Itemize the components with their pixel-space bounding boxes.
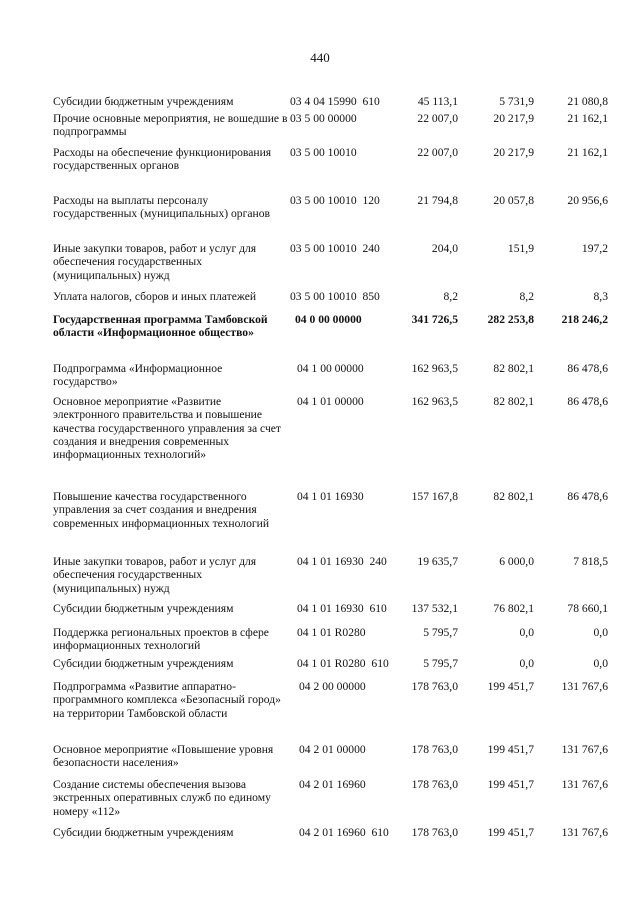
row-value-3: 21 162,1: [567, 146, 608, 159]
row-value-3: 218 246,2: [561, 313, 608, 326]
row-name: Прочие основные мероприятия, не вошедшие в подпрограммы: [53, 112, 288, 139]
row-code: 04 1 01 R0280 610: [297, 657, 389, 670]
row-code: 03 5 00 10010 120: [290, 194, 380, 207]
row-name: Повышение качества государственного управления за счет создания и внедрения современных информационных технологий: [53, 490, 270, 530]
row-name: Основное мероприятие «Развитие электронного правительства и повышение качества государственного управления за счет создания и внедрения современных информационных технологий»: [53, 395, 281, 462]
row-code: 03 5 00 10010: [290, 146, 357, 159]
row-name: Иные закупки товаров, работ и услуг для обеспечения государственных (муниципальных) нужд: [53, 242, 257, 282]
row-value-1: 178 763,0: [411, 826, 458, 839]
row-value-3: 86 478,6: [567, 362, 608, 375]
row-value-1: 178 763,0: [411, 743, 458, 756]
row-value-1: 204,0: [431, 242, 458, 255]
row-value-1: 8,2: [443, 290, 458, 303]
row-name: Государственная программа Тамбовской области «Информационное общество»: [53, 313, 268, 340]
row-value-1: 178 763,0: [411, 680, 458, 693]
row-value-3: 21 162,1: [567, 112, 608, 125]
row-value-2: 82 802,1: [493, 395, 534, 408]
row-code: 04 1 00 00000: [297, 362, 364, 375]
row-value-1: 162 963,5: [411, 395, 458, 408]
page-number: 440: [310, 50, 330, 65]
row-code: 04 2 01 16960 610: [299, 826, 389, 839]
row-value-1: 178 763,0: [411, 778, 458, 791]
row-name: Уплата налогов, сборов и иных платежей: [53, 290, 257, 303]
row-code: 03 5 00 10010 240: [290, 242, 380, 255]
row-code: 04 2 00 00000: [299, 680, 366, 693]
row-code: 04 1 01 16930: [297, 490, 364, 503]
row-value-1: 21 794,8: [417, 194, 458, 207]
row-value-3: 131 767,6: [561, 778, 608, 791]
row-value-1: 22 007,0: [417, 146, 458, 159]
row-value-1: 5 795,7: [423, 626, 458, 639]
row-value-3: 21 080,8: [567, 95, 608, 108]
row-value-1: 5 795,7: [423, 657, 458, 670]
row-value-3: 0,0: [593, 657, 608, 670]
row-value-3: 131 767,6: [561, 680, 608, 693]
row-name: Субсидии бюджетным учреждениям: [53, 657, 234, 670]
row-name: Субсидии бюджетным учреждениям: [53, 826, 234, 839]
row-value-2: 0,0: [519, 657, 534, 670]
row-value-2: 0,0: [519, 626, 534, 639]
row-value-3: 86 478,6: [567, 490, 608, 503]
row-value-1: 45 113,1: [417, 95, 458, 108]
row-value-2: 199 451,7: [487, 743, 534, 756]
row-value-3: 197,2: [581, 242, 608, 255]
row-value-3: 131 767,6: [561, 826, 608, 839]
row-code: 04 1 01 16930 240: [297, 555, 387, 568]
row-value-2: 199 451,7: [487, 778, 534, 791]
row-value-1: 19 635,7: [417, 555, 458, 568]
row-code: 04 1 01 16930 610: [297, 602, 387, 615]
row-name: Подпрограмма «Развитие аппаратно-программного комплекса «Безопасный город» на территории Тамбовской области: [53, 680, 281, 720]
row-name: Создание системы обеспечения вызова экстренных оперативных служб по единому номеру «112»: [53, 778, 271, 818]
row-value-2: 6 000,0: [499, 555, 534, 568]
row-value-1: 157 167,8: [411, 490, 458, 503]
row-value-2: 282 253,8: [487, 313, 534, 326]
row-value-1: 22 007,0: [417, 112, 458, 125]
row-value-2: 5 731,9: [499, 95, 534, 108]
row-value-3: 8,3: [593, 290, 608, 303]
row-value-3: 86 478,6: [567, 395, 608, 408]
row-code: 03 5 00 00000: [290, 112, 357, 125]
row-name: Подпрограмма «Информационное государство»: [53, 362, 223, 389]
row-name: Субсидии бюджетным учреждениям: [53, 602, 234, 615]
row-value-2: 199 451,7: [487, 680, 534, 693]
row-code: 04 2 01 00000: [299, 743, 366, 756]
row-value-2: 20 057,8: [493, 194, 534, 207]
row-code: 03 4 04 15990 610: [290, 95, 380, 108]
row-value-2: 8,2: [519, 290, 534, 303]
row-value-3: 20 956,6: [567, 194, 608, 207]
row-code: 04 2 01 16960: [299, 778, 366, 791]
row-value-1: 137 532,1: [411, 602, 458, 615]
row-code: 04 1 01 R0280: [297, 626, 366, 639]
row-name: Поддержка региональных проектов в сфере информационных технологий: [53, 626, 269, 653]
row-name: Основное мероприятие «Повышение уровня безопасности населения»: [53, 743, 274, 770]
row-value-1: 162 963,5: [411, 362, 458, 375]
row-value-3: 0,0: [593, 626, 608, 639]
row-code: 03 5 00 10010 850: [290, 290, 380, 303]
row-value-2: 82 802,1: [493, 362, 534, 375]
row-value-2: 76 802,1: [493, 602, 534, 615]
row-value-2: 20 217,9: [493, 112, 534, 125]
row-value-3: 131 767,6: [561, 743, 608, 756]
row-name: Расходы на выплаты персоналу государственных (муниципальных) органов: [53, 194, 270, 221]
row-value-2: 151,9: [507, 242, 534, 255]
row-name: Иные закупки товаров, работ и услуг для обеспечения государственных (муниципальных) нужд: [53, 555, 257, 595]
row-code: 04 1 01 00000: [297, 395, 364, 408]
row-value-2: 199 451,7: [487, 826, 534, 839]
row-code: 04 0 00 00000: [295, 313, 362, 326]
row-value-3: 78 660,1: [567, 602, 608, 615]
row-value-3: 7 818,5: [573, 555, 608, 568]
row-value-2: 82 802,1: [493, 490, 534, 503]
row-value-2: 20 217,9: [493, 146, 534, 159]
row-value-1: 341 726,5: [411, 313, 458, 326]
row-name: Субсидии бюджетным учреждениям: [53, 95, 234, 108]
row-name: Расходы на обеспечение функционирования государственных органов: [53, 146, 272, 173]
